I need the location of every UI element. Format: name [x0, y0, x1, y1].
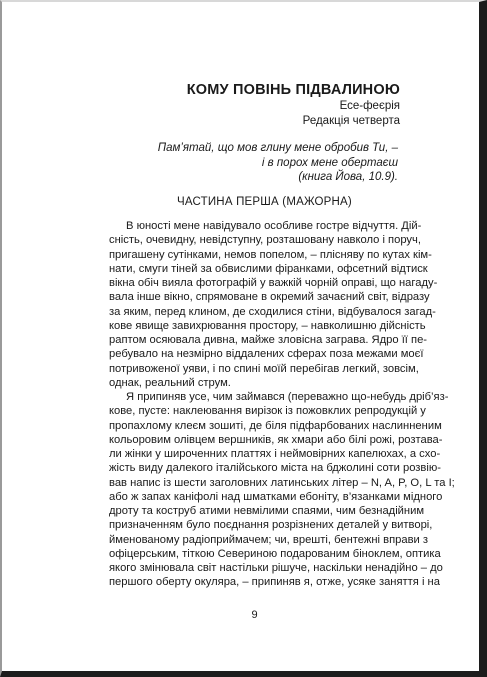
- text-line: пропахлому клеєм зошиті, де біля підфарбованих наслинненим: [109, 419, 442, 432]
- text-line: вікна обіч вияла фотографій у важкій чорній оправі, що нагаду-: [109, 277, 438, 289]
- text-line: кольоровим олівцем вершників, як хмари або білі рожі, розтава-: [109, 433, 443, 446]
- text-line: пригашену сутінками, немов попелом, – плісняву по кутах кім-: [109, 248, 432, 261]
- text-line: кове, пусте: наклеювання вирізок із пожовклих репродукцій у: [109, 405, 426, 418]
- text-line: якого змінювала світ настільки рішуче, наскільки ненадійно – до: [109, 562, 443, 574]
- text-line: В юності мене навідувало особливе гостре відчуття. Дій-: [126, 220, 422, 232]
- text-line: вала інше вікно, спрямоване в окремий зачаєний світ, відразу: [109, 291, 430, 304]
- text-line: дроту та коструб атими невмілими спаями, чим безнадійним: [109, 505, 425, 517]
- text-line: йменованому радіоприймачем; чи, врешті, бентежні вправи з: [109, 533, 428, 546]
- text-line: вав напис із шести заголовних латинських літер – N, A, P, O, L та I;: [109, 476, 455, 489]
- part-heading: ЧАСТИНА ПЕРША (МАЖОРНА): [177, 196, 352, 208]
- text-line: жість виду далекого італійського міста на бджолині соти розвію-: [109, 462, 441, 475]
- epigraph-source: (книга Йова, 10.9).: [298, 171, 398, 183]
- title-block: [187, 81, 400, 129]
- page-number: 9: [251, 609, 258, 621]
- text-line: Я припиняв усе, чим займався (переважно що-небудь дріб’яз-: [126, 391, 449, 403]
- text-line: потривоженої уяви, і по спині моїй перебігав легкий, зовсім,: [109, 362, 419, 375]
- text-line: однак, реальний струм.: [109, 376, 231, 389]
- text-line: раптом осяювала дивна, майже зловісна заграва. Ядро її пе-: [109, 334, 428, 346]
- epigraph-line: Пам’ятай, що мов глину мене обробив Ти, –: [157, 142, 398, 154]
- essay-genre: Есе-феєрія: [339, 100, 400, 112]
- body-text: [109, 219, 455, 590]
- text-line: сність, очевидну, невідступну, розташовану навколо і поруч,: [109, 234, 421, 247]
- text-line: призначенням було поєднання розрізнених деталей у витворі,: [109, 519, 433, 532]
- edition-note: Редакція четверта: [302, 115, 400, 127]
- text-line: офіцерським, тіткою Севериною подарованим біноклем, оптика: [109, 547, 441, 560]
- epigraph: [158, 141, 398, 185]
- text-line: ребувало на незмірно віддалених сферах поза межами моєї: [109, 348, 424, 361]
- text-line: нати, смуги тіней за обвислими фіранками, офсетний відтиск: [109, 262, 428, 275]
- text-line: першого оберту окуляра, – припиняв я, отже, усяке заняття і на: [109, 576, 440, 589]
- epigraph-line: і в порох мене обертаєш: [261, 156, 398, 169]
- text-line: або ж запах каніфолі над шматками ебоніту, в’язанками мідного: [109, 490, 443, 503]
- text-line: кове явище завихрювання простору, – навколишню дійсність: [109, 319, 426, 332]
- text-line: ли жінки у широченних платтях і неймовірних капелюхах, а схо-: [109, 448, 441, 460]
- essay-title: КОМУ ПОВІНЬ ПІДВАЛИНОЮ: [186, 82, 400, 98]
- text-line: за яким, перед клином, де сходилися стіни, відбувалося загад-: [109, 305, 436, 318]
